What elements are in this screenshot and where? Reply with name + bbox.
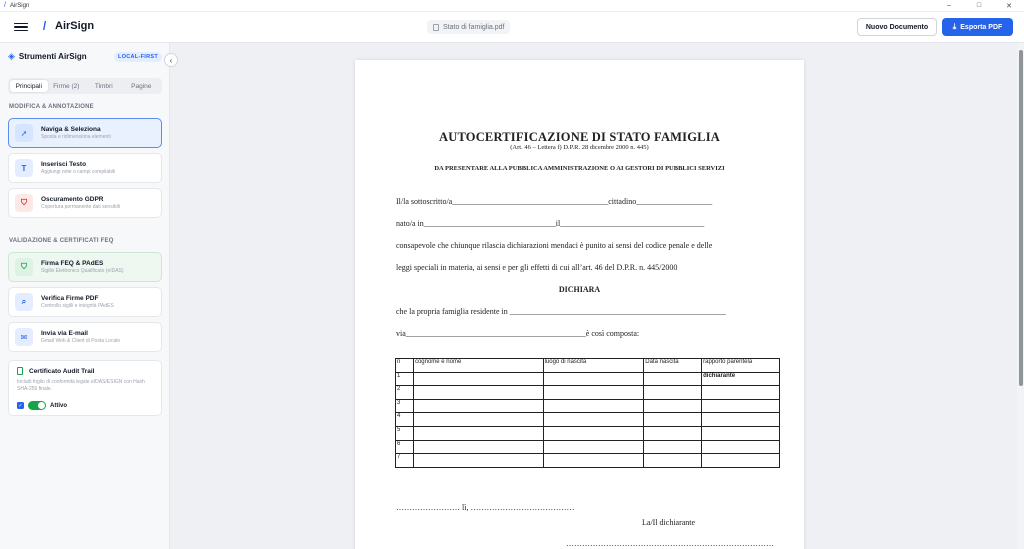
toggle-knob xyxy=(38,402,45,409)
tool-subtitle: Copertura permanente dati sensibili xyxy=(41,204,120,210)
document-icon xyxy=(17,367,23,375)
export-pdf-button[interactable] xyxy=(942,18,1013,36)
doc-instruction: DA PRESENTARE ALLA PUBBLICA AMMINISTRAZIONE O AI GESTORI DI PUBBLICI SERVIZI xyxy=(434,165,725,172)
doc-line: Il/la sottoscritto/a_______________________________________cittadino___________________ xyxy=(396,197,713,206)
table-header: n xyxy=(396,359,414,373)
download-icon: ⤓ xyxy=(952,22,957,31)
table-cell[interactable] xyxy=(543,426,644,440)
audit-status: Attivo xyxy=(50,402,67,409)
pdf-page[interactable] xyxy=(355,60,804,549)
doc-line: nato/a in_________________________________il____________________________________ xyxy=(396,219,705,228)
tool-subtitle: Sigillo Elettronico Qualificato (eIDAS) xyxy=(41,268,124,274)
pdf-viewer xyxy=(170,43,1024,549)
table-cell[interactable] xyxy=(543,454,644,468)
brand xyxy=(38,19,94,33)
menu-icon[interactable] xyxy=(14,20,28,34)
table-header-row xyxy=(396,359,780,373)
window-controls xyxy=(934,2,1024,10)
text-icon: T xyxy=(15,159,33,177)
sidebar-tabs xyxy=(8,78,162,94)
file-name: Stato di famiglia.pdf xyxy=(443,23,505,31)
cursor-icon: ➚ xyxy=(15,124,33,142)
table-cell[interactable] xyxy=(413,454,543,468)
mail-icon: ✉ xyxy=(15,328,33,346)
tool-title: Verifica Firme PDF xyxy=(41,295,99,302)
table-row xyxy=(396,399,780,413)
table-cell[interactable] xyxy=(644,399,702,413)
tool-send-email[interactable] xyxy=(8,322,162,352)
tool-sign-feq-pades[interactable] xyxy=(8,252,162,282)
table-row xyxy=(396,386,780,400)
table-cell[interactable] xyxy=(644,372,702,386)
table-cell[interactable] xyxy=(543,399,644,413)
table-cell[interactable] xyxy=(413,426,543,440)
tool-subtitle: Controllo sigilli e integrità PAdES xyxy=(41,303,114,309)
tab-principali[interactable]: Principali xyxy=(10,80,48,92)
tab-pagine[interactable]: Pagine xyxy=(131,82,152,90)
scrollbar-thumb[interactable] xyxy=(1019,50,1023,386)
window-title: AirSign xyxy=(9,2,30,9)
table-cell[interactable] xyxy=(543,440,644,454)
tool-gdpr-redaction[interactable] xyxy=(8,188,162,218)
app-header xyxy=(0,12,1024,43)
table-header: luogo di nascita xyxy=(543,359,644,373)
table-cell[interactable] xyxy=(644,454,702,468)
table-cell: 4 xyxy=(396,413,414,427)
table-row xyxy=(396,440,780,454)
table-cell[interactable] xyxy=(413,386,543,400)
local-first-badge: LOCAL-FIRST xyxy=(114,52,162,62)
section-label-modifica: MODIFICA & ANNOTAZIONE xyxy=(9,104,94,110)
table-row xyxy=(396,426,780,440)
table-cell[interactable] xyxy=(543,386,644,400)
window-title-bar xyxy=(0,0,1024,12)
table-header: Data nascita xyxy=(644,359,702,373)
audit-title: Certificato Audit Trail xyxy=(29,367,95,375)
table-cell: 2 xyxy=(396,386,414,400)
app-mark-icon: / xyxy=(4,2,6,9)
audit-description: Includi foglio di conformità legale eIDAS/ESIGN con Hash SHA-256 finale. xyxy=(17,379,145,392)
table-row xyxy=(396,372,780,386)
doc-title: AUTOCERTIFICAZIONE DI STATO FAMIGLIA xyxy=(439,130,720,144)
table-cell[interactable] xyxy=(413,413,543,427)
layers-icon: ◈ xyxy=(8,51,15,61)
table-cell[interactable] xyxy=(702,386,780,400)
tab-timbri[interactable]: Timbri xyxy=(94,82,113,90)
tool-title: Naviga & Seleziona xyxy=(41,126,101,133)
pen-logo-icon: / xyxy=(42,19,47,33)
audit-toggle[interactable] xyxy=(28,401,46,410)
tools-sidebar xyxy=(0,43,170,549)
maximize-button[interactable]: □ xyxy=(976,1,982,9)
tool-verify-signatures[interactable] xyxy=(8,287,162,317)
tool-subtitle: Gmail Web & Client di Posta Locale xyxy=(41,338,121,344)
table-cell[interactable] xyxy=(702,440,780,454)
table-cell[interactable] xyxy=(702,426,780,440)
place-date-line: …………………… lì, ………………………………… xyxy=(396,503,575,512)
shield-icon: ⛉ xyxy=(15,194,33,212)
doc-declares: DICHIARA xyxy=(558,285,601,294)
close-window-button[interactable]: ✕ xyxy=(1006,2,1012,10)
doc-subtitle: (Art. 46 – Lettera f) D.P.R. 28 dicembre 2000 n. 445) xyxy=(510,144,649,151)
table-cell[interactable] xyxy=(644,386,702,400)
table-cell[interactable] xyxy=(413,440,543,454)
table-cell[interactable] xyxy=(543,413,644,427)
doc-line: che la propria famiglia residente in ______________________________________________________ xyxy=(396,307,726,316)
tool-subtitle: Sposta e ridimensiona elementi xyxy=(41,134,111,140)
table-cell[interactable] xyxy=(702,413,780,427)
file-icon xyxy=(433,24,439,31)
viewer-scrollbar[interactable] xyxy=(1017,43,1024,549)
tool-insert-text[interactable] xyxy=(8,153,162,183)
table-cell: dichiarante xyxy=(702,372,780,386)
audit-checkbox[interactable]: ✓ xyxy=(18,402,23,409)
collapse-sidebar-button[interactable]: ‹ xyxy=(164,53,178,67)
tool-title: Firma FEQ & PAdES xyxy=(41,260,104,267)
table-header: cognome e nome xyxy=(413,359,543,373)
doc-line: via_____________________________________________è così composta: xyxy=(396,329,640,338)
table-cell[interactable] xyxy=(702,399,780,413)
table-cell[interactable] xyxy=(543,372,644,386)
table-cell: 7 xyxy=(396,454,414,468)
shield-check-icon: ⛉ xyxy=(15,258,33,276)
sidebar-title: Strumenti AirSign xyxy=(18,52,87,61)
app-name: AirSign xyxy=(55,20,95,32)
table-cell: 5 xyxy=(396,426,414,440)
search-icon: ⌕ xyxy=(15,293,33,311)
signer-label: La/Il dichiarante xyxy=(642,518,696,527)
table-cell: 3 xyxy=(396,399,414,413)
table-header: rapporto parentela xyxy=(702,359,780,373)
table-cell[interactable] xyxy=(644,426,702,440)
table-cell[interactable] xyxy=(413,399,543,413)
signature-line: …………………………………………………………………… xyxy=(566,539,774,548)
tab-firme[interactable]: Firme (2) xyxy=(53,82,80,90)
family-table xyxy=(395,358,780,468)
file-name-pill xyxy=(427,20,510,34)
table-cell: 6 xyxy=(396,440,414,454)
section-label-validazione: VALIDAZIONE & CERTIFICATI FEQ xyxy=(9,238,114,244)
sidebar-header xyxy=(8,51,162,62)
table-row xyxy=(396,413,780,427)
tool-subtitle: Aggiungi note o campi compilabili xyxy=(41,169,116,175)
table-row xyxy=(396,454,780,468)
doc-line: leggi speciali in materia, ai sensi e per gli effetti di cui all’art. 46 del D.P.R. n. 445/2000 xyxy=(396,263,678,272)
tool-title: Oscuramento GDPR xyxy=(41,196,104,203)
tool-navigate-select[interactable] xyxy=(8,118,162,148)
doc-line: consapevole che chiunque rilascia dichiarazioni mendaci è punito ai sensi del codice penale e delle xyxy=(396,241,713,250)
minimize-button[interactable]: – xyxy=(947,1,951,9)
tool-title: Inserisci Testo xyxy=(41,161,87,168)
table-cell[interactable] xyxy=(644,440,702,454)
table-cell[interactable] xyxy=(413,372,543,386)
table-cell: 1 xyxy=(396,372,414,386)
tool-title: Invia via E-mail xyxy=(41,330,88,337)
new-document-button[interactable]: Nuovo Documento xyxy=(857,18,937,36)
export-pdf-label: Esporta PDF xyxy=(960,23,1003,31)
audit-trail-card xyxy=(8,360,162,416)
table-cell[interactable] xyxy=(644,413,702,427)
table-cell[interactable] xyxy=(702,454,780,468)
